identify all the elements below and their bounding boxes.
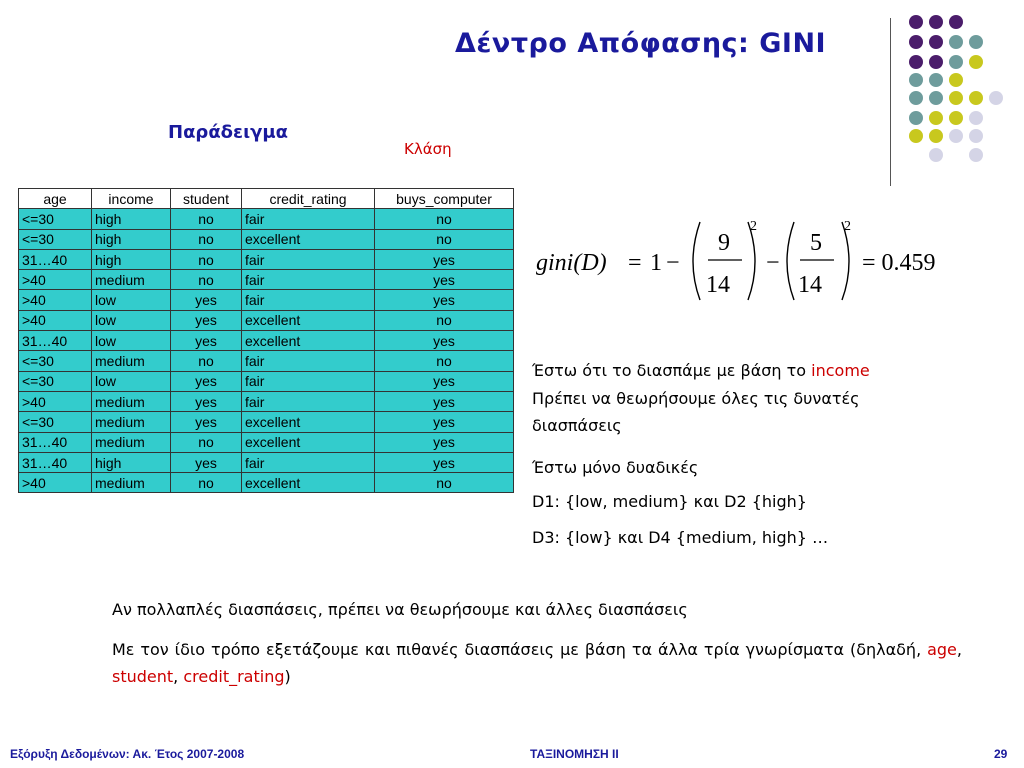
decorative-dot: [909, 111, 923, 125]
cell-buys-computer: yes: [375, 452, 514, 472]
cell-credit-rating: excellent: [242, 412, 375, 432]
title-divider-line: [890, 18, 891, 186]
cell-student: no: [171, 229, 242, 249]
cell-income: medium: [92, 432, 171, 452]
decorative-dot: [929, 91, 943, 105]
decorative-dot: [949, 129, 963, 143]
header-credit-rating: credit_rating: [242, 189, 375, 209]
attr-age: age: [927, 640, 957, 659]
cell-credit-rating: excellent: [242, 331, 375, 351]
left-paren-1: [693, 222, 700, 300]
cell-buys-computer: no: [375, 310, 514, 330]
cell-credit-rating: excellent: [242, 473, 375, 493]
cell-credit-rating: fair: [242, 290, 375, 310]
header-age: age: [19, 189, 92, 209]
cell-student: no: [171, 270, 242, 290]
decorative-dot: [949, 91, 963, 105]
cell-age: <=30: [19, 351, 92, 371]
cell-age: 31…40: [19, 331, 92, 351]
all-splits-text: Πρέπει να θεωρήσουμε όλες τις δυνατές διασπάσεις: [532, 389, 860, 435]
table-body: [19, 209, 514, 493]
decorative-dot: [929, 111, 943, 125]
header-income: income: [92, 189, 171, 209]
decorative-dot: [929, 73, 943, 87]
cell-age: 31…40: [19, 452, 92, 472]
cell-credit-rating: excellent: [242, 432, 375, 452]
split-income-prefix: Έστω ότι το διασπάμε με βάση το: [532, 361, 812, 380]
cell-student: yes: [171, 452, 242, 472]
table-row: [19, 351, 514, 371]
cell-buys-computer: yes: [375, 290, 514, 310]
fraction2-power: 2: [844, 219, 851, 234]
table-row: [19, 432, 514, 452]
cell-income: low: [92, 290, 171, 310]
cell-income: medium: [92, 270, 171, 290]
formula-one: 1: [650, 250, 662, 276]
decorative-dot: [969, 35, 983, 49]
decorative-dot: [929, 148, 943, 162]
cell-student: yes: [171, 371, 242, 391]
fraction2-numerator: 5: [810, 230, 822, 256]
cell-income: medium: [92, 412, 171, 432]
table-row: [19, 290, 514, 310]
class-label: Κλάση: [404, 140, 452, 158]
formula-lhs: gini(D): [536, 250, 607, 276]
decorative-dot: [969, 129, 983, 143]
decorative-dot: [949, 15, 963, 29]
attr-separator-1: ,: [956, 640, 962, 659]
cell-income: high: [92, 229, 171, 249]
footer-topic: ΤΑΞΙΝΟΜΗΣΗ II: [530, 747, 619, 761]
cell-income: low: [92, 310, 171, 330]
decorative-dot: [969, 55, 983, 69]
slide-title: Δέντρο Απόφασης: GINI: [455, 28, 827, 59]
cell-buys-computer: yes: [375, 412, 514, 432]
cell-age: <=30: [19, 412, 92, 432]
decorative-dot: [989, 91, 1003, 105]
table-row: [19, 229, 514, 249]
multiple-splits-text: Αν πολλαπλές διασπάσεις, πρέπει να θεωρήσουμε και άλλες διασπάσεις: [112, 600, 688, 619]
cell-credit-rating: fair: [242, 351, 375, 371]
cell-income: low: [92, 331, 171, 351]
table-row: [19, 391, 514, 411]
decorative-dot: [929, 129, 943, 143]
cell-student: yes: [171, 391, 242, 411]
cell-income: medium: [92, 351, 171, 371]
cell-student: yes: [171, 310, 242, 330]
slide-subtitle: Παράδειγμα: [168, 122, 288, 143]
cell-income: medium: [92, 473, 171, 493]
table-row: [19, 310, 514, 330]
cell-income: medium: [92, 391, 171, 411]
cell-credit-rating: fair: [242, 391, 375, 411]
fraction1-numerator: 9: [718, 230, 730, 256]
formula-minus-1: −: [666, 250, 680, 276]
cell-age: <=30: [19, 209, 92, 229]
attr-credit-rating: credit_rating: [183, 667, 285, 686]
decorative-dot: [969, 148, 983, 162]
cell-credit-rating: fair: [242, 452, 375, 472]
decorative-dot: [909, 73, 923, 87]
cell-buys-computer: yes: [375, 371, 514, 391]
binary-only-text: Έστω μόνο δυαδικές: [532, 458, 699, 477]
formula-minus-2: −: [766, 250, 780, 276]
decorative-dot: [949, 111, 963, 125]
formula-equals: =: [628, 250, 642, 276]
cell-buys-computer: yes: [375, 249, 514, 269]
cell-buys-computer: no: [375, 473, 514, 493]
cell-age: <=30: [19, 229, 92, 249]
training-data-table: [18, 188, 514, 493]
cell-income: high: [92, 209, 171, 229]
decorative-dot: [929, 55, 943, 69]
footer-course: Εξόρυξη Δεδομένων: Ακ. Έτος 2007-2008: [10, 747, 245, 761]
cell-income: low: [92, 371, 171, 391]
attr-student: student: [112, 667, 174, 686]
cell-age: 31…40: [19, 432, 92, 452]
other-attributes-text: [112, 636, 962, 690]
cell-buys-computer: no: [375, 209, 514, 229]
gini-formula: [530, 212, 970, 302]
cell-buys-computer: yes: [375, 270, 514, 290]
cell-student: no: [171, 473, 242, 493]
decorative-dot: [969, 111, 983, 125]
table-row: [19, 270, 514, 290]
decorative-dot: [969, 91, 983, 105]
decorative-dot: [909, 15, 923, 29]
left-paren-2: [787, 222, 794, 300]
table-row: [19, 209, 514, 229]
cell-income: high: [92, 249, 171, 269]
cell-age: >40: [19, 270, 92, 290]
cell-credit-rating: fair: [242, 371, 375, 391]
table-row: [19, 249, 514, 269]
cell-age: >40: [19, 473, 92, 493]
decorative-dot: [929, 15, 943, 29]
split-income-highlight: income: [811, 361, 870, 380]
decorative-dot: [949, 73, 963, 87]
formula-result: = 0.459: [862, 250, 936, 276]
attr-separator-2: ,: [173, 667, 184, 686]
fraction2-denominator: 14: [798, 272, 822, 298]
cell-student: no: [171, 351, 242, 371]
cell-age: 31…40: [19, 249, 92, 269]
cell-age: >40: [19, 290, 92, 310]
table-row: [19, 473, 514, 493]
header-student: student: [171, 189, 242, 209]
cell-buys-computer: no: [375, 229, 514, 249]
cell-student: no: [171, 249, 242, 269]
table-header-row: [19, 189, 514, 209]
other-attributes-prefix: Με τον ίδιο τρόπο εξετάζουμε και πιθανές διασπάσεις με βάση τα άλλα τρία γνωρίσματα (δηλαδή,: [112, 640, 928, 659]
decorative-dot: [909, 55, 923, 69]
cell-buys-computer: yes: [375, 432, 514, 452]
cell-credit-rating: excellent: [242, 310, 375, 330]
cell-age: <=30: [19, 371, 92, 391]
split-income-text: [532, 357, 870, 384]
cell-credit-rating: fair: [242, 209, 375, 229]
table-row: [19, 331, 514, 351]
cell-buys-computer: yes: [375, 391, 514, 411]
footer-page-number: 29: [994, 747, 1008, 761]
cell-student: yes: [171, 331, 242, 351]
fraction1-power: 2: [750, 219, 757, 234]
fraction1-denominator: 14: [706, 272, 730, 298]
split-d3-d4-text: D3: {low} και D4 {medium, high} …: [532, 528, 829, 547]
cell-age: >40: [19, 310, 92, 330]
cell-buys-computer: no: [375, 351, 514, 371]
cell-student: yes: [171, 290, 242, 310]
decorative-dot: [909, 129, 923, 143]
table-row: [19, 412, 514, 432]
decorative-dot: [949, 35, 963, 49]
other-attributes-suffix: ): [284, 667, 291, 686]
header-buys-computer: buys_computer: [375, 189, 514, 209]
cell-buys-computer: yes: [375, 331, 514, 351]
cell-income: high: [92, 452, 171, 472]
table-row: [19, 371, 514, 391]
decorative-dot: [909, 35, 923, 49]
cell-credit-rating: fair: [242, 249, 375, 269]
cell-student: no: [171, 209, 242, 229]
cell-age: >40: [19, 391, 92, 411]
decorative-dot: [929, 35, 943, 49]
table-row: [19, 452, 514, 472]
decorative-dot: [949, 55, 963, 69]
split-d1-d2-text: D1: {low, medium} και D2 {high}: [532, 492, 807, 511]
cell-student: yes: [171, 412, 242, 432]
cell-credit-rating: fair: [242, 270, 375, 290]
cell-student: no: [171, 432, 242, 452]
cell-credit-rating: excellent: [242, 229, 375, 249]
decorative-dot: [909, 91, 923, 105]
